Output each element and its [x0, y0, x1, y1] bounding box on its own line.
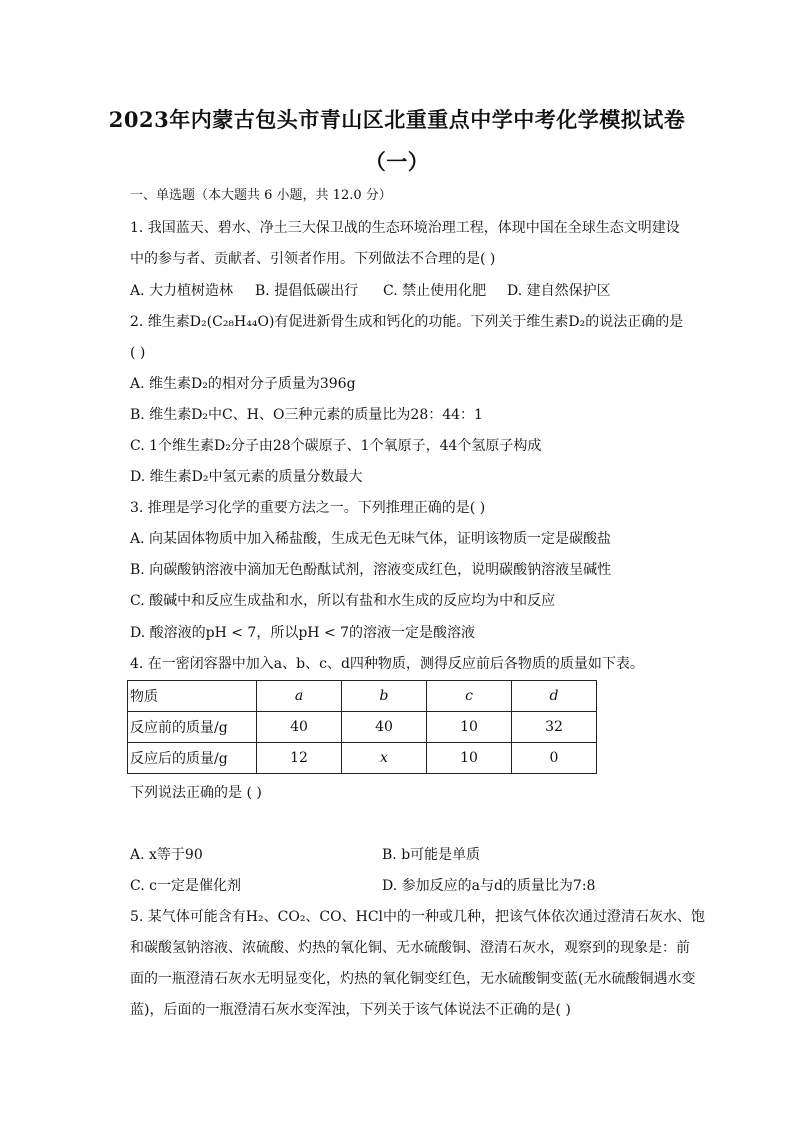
q4-option-b: B. b可能是单质	[382, 847, 481, 863]
q4-stem: 4. 在一密闭容器中加入a、b、c、d四种物质，测得反应前后各物质的质量如下表。	[130, 656, 644, 672]
table-header-cell: c	[427, 681, 512, 712]
section-heading: 一、单选题（本大题共 6 小题，共 12.0 分）	[130, 188, 392, 203]
table-row	[128, 712, 597, 743]
mass-table	[127, 680, 597, 774]
table-cell: 40	[257, 712, 342, 743]
table-cell: 10	[427, 712, 512, 743]
table-cell: 12	[257, 743, 342, 774]
table-header-row	[128, 681, 597, 712]
table-cell: 32	[512, 712, 597, 743]
q5-stem-line4: 蓝)，后面的一瓶澄清石灰水变浑浊，下列关于该气体说法不正确的是( )	[130, 1002, 571, 1018]
table-cell: x	[342, 743, 427, 774]
q2-stem-line2: ( )	[130, 345, 146, 361]
q1-stem-line1: 1. 我国蓝天、碧水、净土三大保卫战的生态环境治理工程，体现中国在全球生态文明建设	[130, 220, 680, 236]
table-header-cell: 物质	[128, 681, 257, 712]
q1-option-b: B. 提倡低碳出行	[255, 283, 359, 299]
q3-option-d: D. 酸溶液的pH < 7，所以pH < 7的溶液一定是酸溶液	[130, 625, 476, 641]
table-header-cell: b	[342, 681, 427, 712]
q2-option-c: C. 1个维生素D₂分子由28个碳原子、1个氧原子，44个氢原子构成	[130, 438, 542, 454]
q4-option-a: A. x等于90	[130, 847, 203, 863]
q1-option-c: C. 禁止使用化肥	[383, 283, 487, 299]
q2-option-b: B. 维生素D₂中C、H、O三种元素的质量比为28：44：1	[130, 407, 483, 423]
table-row	[128, 743, 597, 774]
table-cell: 反应前的质量/g	[128, 712, 257, 743]
table-cell: 反应后的质量/g	[128, 743, 257, 774]
q5-stem-line2: 和碳酸氢钠溶液、浓硫酸、灼热的氧化铜、无水硫酸铜、澄清石灰水，观察到的现象是：前	[130, 940, 690, 956]
q4-after-table: 下列说法正确的是 ( )	[130, 785, 262, 801]
table-cell: 0	[512, 743, 597, 774]
q2-stem-line1: 2. 维生素D₂(C₂₈H₄₄O)有促进新骨生成和钙化的功能。下列关于维生素D₂的说法正确的是	[130, 314, 684, 330]
exam-title-line2: （一）	[364, 149, 430, 174]
q5-stem-line1: 5. 某气体可能含有H₂、CO₂、CO、HCl中的一种或几种，把该气体依次通过澄清石灰水、饱	[130, 909, 706, 925]
q3-stem: 3. 推理是学习化学的重要方法之一。下列推理正确的是( )	[130, 500, 486, 516]
q3-option-b: B. 向碳酸钠溶液中滴加无色酚酞试剂，溶液变成红色，说明碳酸钠溶液呈碱性	[130, 562, 612, 578]
q5-stem-line3: 面的一瓶澄清石灰水无明显变化，灼热的氧化铜变红色，无水硫酸铜变蓝(无水硫酸铜遇水变	[130, 971, 696, 987]
table-cell: 10	[427, 743, 512, 774]
q2-option-d: D. 维生素D₂中氢元素的质量分数最大	[130, 469, 363, 485]
exam-title-line1: 2023年内蒙古包头市青山区北重重点中学中考化学模拟试卷	[108, 107, 686, 132]
table-header-cell: a	[257, 681, 342, 712]
q2-option-a: A. 维生素D₂的相对分子质量为396g	[130, 376, 356, 392]
q3-option-a: A. 向某固体物质中加入稀盐酸，生成无色无味气体，证明该物质一定是碳酸盐	[130, 531, 612, 547]
q1-option-a: A. 大力植树造林	[130, 283, 234, 299]
table-header-cell: d	[512, 681, 597, 712]
q1-stem-line2: 中的参与者、贡献者、引领者作用。下列做法不合理的是( )	[130, 251, 496, 267]
table-cell: 40	[342, 712, 427, 743]
q1-option-d: D. 建自然保护区	[507, 283, 611, 299]
q4-option-d: D. 参加反应的a与d的质量比为7:8	[382, 878, 596, 894]
q4-option-c: C. c一定是催化剂	[130, 878, 241, 894]
q3-option-c: C. 酸碱中和反应生成盐和水，所以有盐和水生成的反应均为中和反应	[130, 593, 556, 609]
